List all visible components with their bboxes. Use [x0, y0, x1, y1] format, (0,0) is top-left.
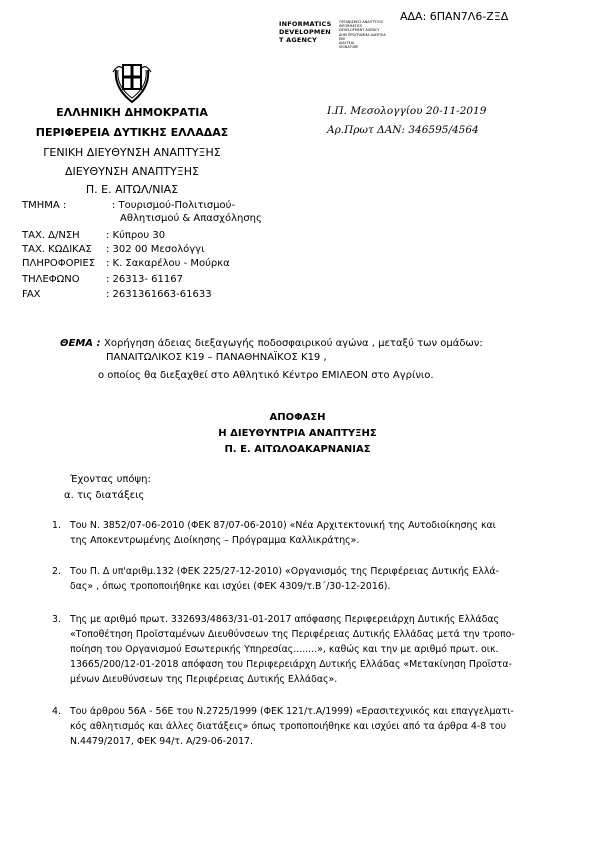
- item-text: Ν.4479/2017, ΦΕΚ 94/τ. Α/29-06-2017.: [70, 736, 253, 747]
- decision-unit: Π. Ε. ΑΙΤΩΛΟΑΚΑΡΝΑΝΙΑΣ: [224, 444, 371, 455]
- stamp-line: DEVELOPMEN: [279, 28, 331, 36]
- list-item: [52, 564, 552, 596]
- item-number: 4.: [52, 706, 61, 717]
- list-item: [52, 704, 552, 752]
- subject-teams: ΠΑΝΑΙΤΩΛΙΚΟΣ Κ19 – ΠΑΝΑΘΗΝΑΪΚΟΣ Κ19 ,: [106, 352, 327, 363]
- decision-title: ΑΠΟΦΑΣΗ: [269, 412, 326, 423]
- stamp-line: T AGENCY: [279, 36, 318, 44]
- item-text: κός αθλητισμός και άλλες διατάξεις» όπως τροποποιήθηκε και ισχύει από τα άρθρα 4-8 του: [70, 721, 506, 732]
- subject-venue: ο οποίος θα διεξαχθεί στο Αθλητικό Κέντρο ΕΜΙΛΕΟΝ στο Αγρίνιο.: [98, 370, 434, 381]
- info-key: ΤΜΗΜΑ :: [22, 200, 67, 211]
- info-key: ΤΑΧ. Δ/ΝΣΗ: [22, 230, 80, 241]
- item-text: ποίηση του Οργανισμού Εσωτερικής Υπηρεσίας........», καθώς και την με αριθμό πρωτ. οικ.: [70, 644, 499, 655]
- decision-issuer: Η ΔΙΕΥΘΥΝΤΡΙΑ ΑΝΑΠΤΥΞΗΣ: [218, 428, 377, 439]
- protocol-number: Αρ.Πρωτ ΔΑΝ: 346595/4564: [327, 124, 479, 136]
- stamp-line: INFORMATICS: [279, 20, 332, 28]
- info-value: Αθλητισμού & Απασχόλησης: [120, 213, 262, 224]
- header-general-directorate: ΓΕΝΙΚΗ ΔΙΕΥΘΥΝΣΗ ΑΝΑΠΤΥΞΗΣ: [43, 146, 221, 159]
- item-text: μένων Διευθύνσεων της Περιφέρειας Δυτικής Ελλάδας».: [70, 674, 338, 685]
- subject-label: ΘΕΜΑ :: [60, 338, 101, 349]
- info-key: ΤΑΧ. ΚΩΔΙΚΑΣ: [22, 244, 92, 255]
- info-value: : 2631361663-61633: [106, 289, 212, 300]
- item-text: δας» , όπως τροποποιήθηκε και ισχύει (ΦΕΚ 4309/τ.Β΄/30-12-2016).: [70, 581, 391, 592]
- informatics-agency-stamp: [279, 20, 409, 48]
- ada-code: ΑΔΑ: 6ΠΑΝ7Λ6-ΖΞΔ: [400, 10, 509, 23]
- info-value: : 302 00 Μεσολόγγι: [106, 244, 205, 255]
- stamp-small-text: ΟΡΓΑΝΙΣΜΟΣ ΑΝΑΠΤΥΞΗΣ INFORMATICS DEVELOPMENT AGENCY ΔΗΜ ΠΡΟΓΡΑΜΜΑ ΔΙΑΥΓΕΙΑ ΕΕΕ ΔΙΑΥΓΕΙΑ SIGNATURE: [339, 20, 386, 50]
- item-text: Της με αριθμό πρωτ. 332693/4863/31-01-2017 απόφασης Περιφερειάρχη Δυτικής Ελλάδας: [70, 614, 500, 625]
- item-number: 2.: [52, 566, 61, 577]
- item-text: Του άρθρου 56Α - 56Ε του Ν.2725/1999 (ΦΕΚ 121/τ.Α/1999) «Ερασιτεχνικός και επαγγελματι-: [70, 706, 514, 717]
- info-value: : Κ. Σακαρέλου - Μούρκα: [106, 258, 230, 269]
- having-in-view: Έχοντας υπόψη:: [70, 474, 151, 485]
- info-value: : Κύπρου 30: [106, 230, 166, 241]
- info-value: : Τουρισμού-Πολιτισμού-: [112, 200, 236, 211]
- item-text: «Τοποθέτηση Προϊσταμένων Διευθύνσεων της Περιφέρειας Δυτικής Ελλάδας μετά την τροπο-: [70, 629, 515, 640]
- header-directorate: ΔΙΕΥΘΥΝΣΗ ΑΝΑΠΤΥΞΗΣ: [65, 165, 199, 178]
- item-text: 13665/200/12-01-2018 απόφαση του Περιφερειάρχη Δυτικής Ελλάδας «Μετακίνηση Προϊστα-: [70, 659, 512, 670]
- item-text: Του Π. Δ υπ'αριθμ.132 (ΦΕΚ 225/27-12-2010) «Οργανισμός της Περιφέρειας Δυτικής Ελλά-: [70, 566, 499, 577]
- item-text: Του Ν. 3852/07-06-2010 (ΦΕΚ 87/07-06-2010) «Νέα Αρχιτεκτονική της Αυτοδιοίκησης και: [70, 520, 496, 531]
- info-key: ΠΛΗΡΟΦΟΡΙΕΣ: [22, 258, 96, 269]
- header-region: ΠΕΡΙΦΕΡΕΙΑ ΔΥΤΙΚΗΣ ΕΛΛΑΔΑΣ: [35, 126, 229, 139]
- info-key: FAX: [22, 289, 41, 300]
- list-item: [52, 518, 552, 550]
- greek-coat-of-arms-icon: [108, 58, 156, 106]
- info-key: ΤΗΛΕΦΩΝΟ: [22, 274, 80, 285]
- header-republic: ΕΛΛΗΝΙΚΗ ΔΗΜΟΚΡΑΤΙΑ: [56, 106, 208, 119]
- contact-info-block: [22, 200, 322, 310]
- list-item: [52, 612, 552, 690]
- subject-line: Χορήγηση άδειας διεξαγωγής ποδοσφαιρικού αγώνα , μεταξύ των ομάδων:: [104, 338, 483, 349]
- info-value: : 26313- 61167: [106, 274, 183, 285]
- header-regional-unit: Π. Ε. ΑΙΤΩΛ/ΝΙΑΣ: [85, 183, 179, 196]
- item-number: 1.: [52, 520, 61, 531]
- item-number: 3.: [52, 614, 61, 625]
- place-date: Ι.Π. Μεσολογγίου 20-11-2019: [327, 105, 487, 117]
- provisions-label: α. τις διατάξεις: [64, 490, 145, 501]
- item-text: της Αποκεντρωμένης Διοίκησης – Πρόγραμμα Καλλικράτης».: [70, 535, 360, 546]
